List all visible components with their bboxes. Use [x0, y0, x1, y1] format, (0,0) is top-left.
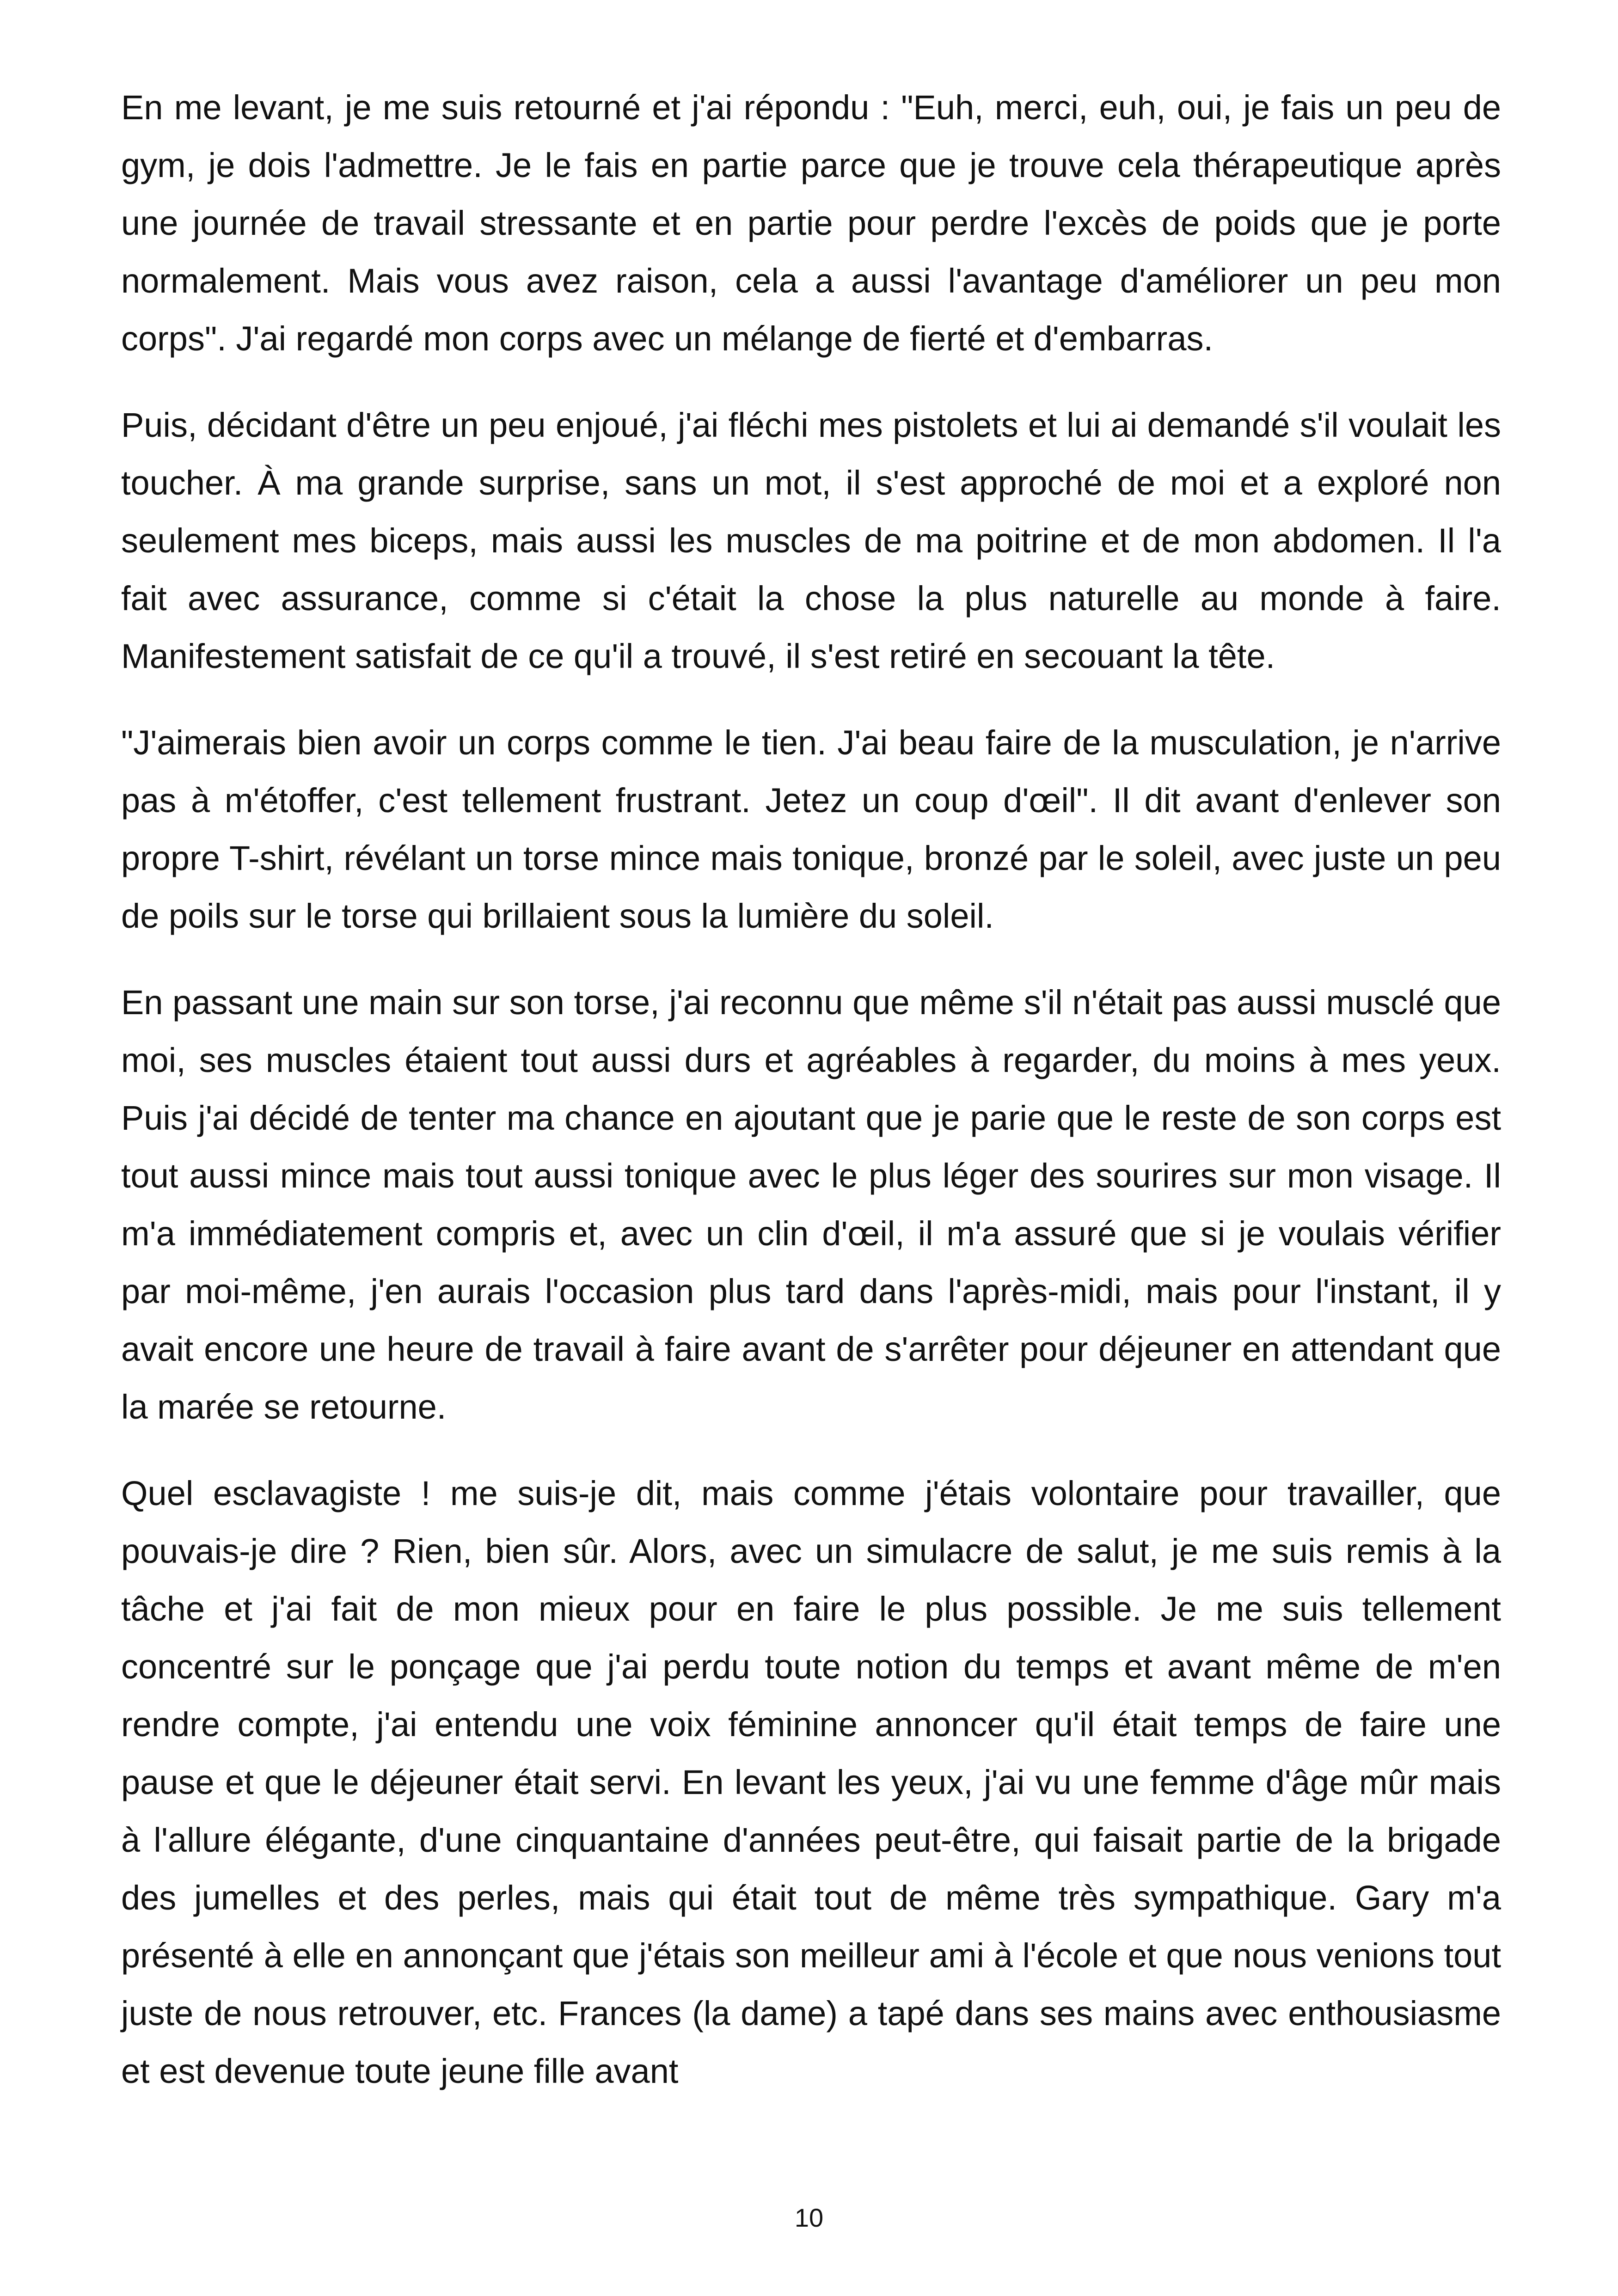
body-paragraph-5: Quel esclavagiste ! me suis-je dit, mais comme j'étais volontaire pour travailler, que pouvais-je dire ? Rien, bien sûr. Alors, avec un simulacre de salut, je me suis remis à la tâche et j'ai fait de mon mieux pour en faire le plus possible. Je me suis tellement concentré sur le ponçage que j'ai perdu toute notion du temps et avant même de m'en rendre compte, j'ai entendu une voix féminine annoncer qu'il était temps de faire une pause et que le déjeuner était servi. En levant les yeux, j'ai vu une femme d'âge mûr mais à l'allure élégante, d'une cinquantaine d'années peut-être, qui faisait partie de la brigade des jumelles et des perles, mais qui était tout de même très sympathique. Gary m'a présenté à elle en annonçant que j'étais son meilleur ami à l'école et que nous venions tout juste de nous retrouver, etc. Frances (la dame) a tapé dans ses mains avec enthousiasme et est devenue toute jeune fille avant — [121, 1474, 1501, 2090]
body-paragraph-3: "J'aimerais bien avoir un corps comme le tien. J'ai beau faire de la musculation, je n'arrive pas à m'étoffer, c'est tellement frustrant. Jetez un coup d'œil". Il dit avant d'enlever son propre T-shirt, révélant un torse mince mais tonique, bronzé par le soleil, avec juste un peu de poils sur le torse qui brillaient sous la lumière du soleil. — [121, 723, 1501, 935]
body-paragraph-1: En me levant, je me suis retourné et j'ai répondu : "Euh, merci, euh, oui, je fais un peu de gym, je dois l'admettre. Je le fais en partie parce que je trouve cela thérapeutique après une journée de travail stressante et en partie pour perdre l'excès de poids que je porte normalement. Mais vous avez raison, cela a aussi l'avantage d'améliorer un peu mon corps". J'ai regardé mon corps avec un mélange de fierté et d'embarras. — [121, 88, 1501, 358]
page-number: 10 — [794, 2203, 824, 2232]
body-paragraph-2: Puis, décidant d'être un peu enjoué, j'ai fléchi mes pistolets et lui ai demandé s'il voulait les toucher. À ma grande surprise, sans un mot, il s'est approché de moi et a exploré non seulement mes biceps, mais aussi les muscles de ma poitrine et de mon abdomen. Il l'a fait avec assurance, comme si c'était la chose la plus naturelle au monde à faire. Manifestement satisfait de ce qu'il a trouvé, il s'est retiré en secouant la tête. — [121, 406, 1501, 675]
body-paragraph-4: En passant une main sur son torse, j'ai reconnu que même s'il n'était pas aussi musclé que moi, ses muscles étaient tout aussi durs et agréables à regarder, du moins à mes yeux. Puis j'ai décidé de tenter ma chance en ajoutant que je parie que le reste de son corps est tout aussi mince mais tout aussi tonique avec le plus léger des sourires sur mon visage. Il m'a immédiatement compris et, avec un clin d'œil, il m'a assuré que si je voulais vérifier par moi-même, j'en aurais l'occasion plus tard dans l'après-midi, mais pour l'instant, il y avait encore une heure de travail à faire avant de s'arrêter pour déjeuner en attendant que la marée se retourne. — [121, 983, 1501, 1426]
document-page — [121, 79, 1501, 2129]
